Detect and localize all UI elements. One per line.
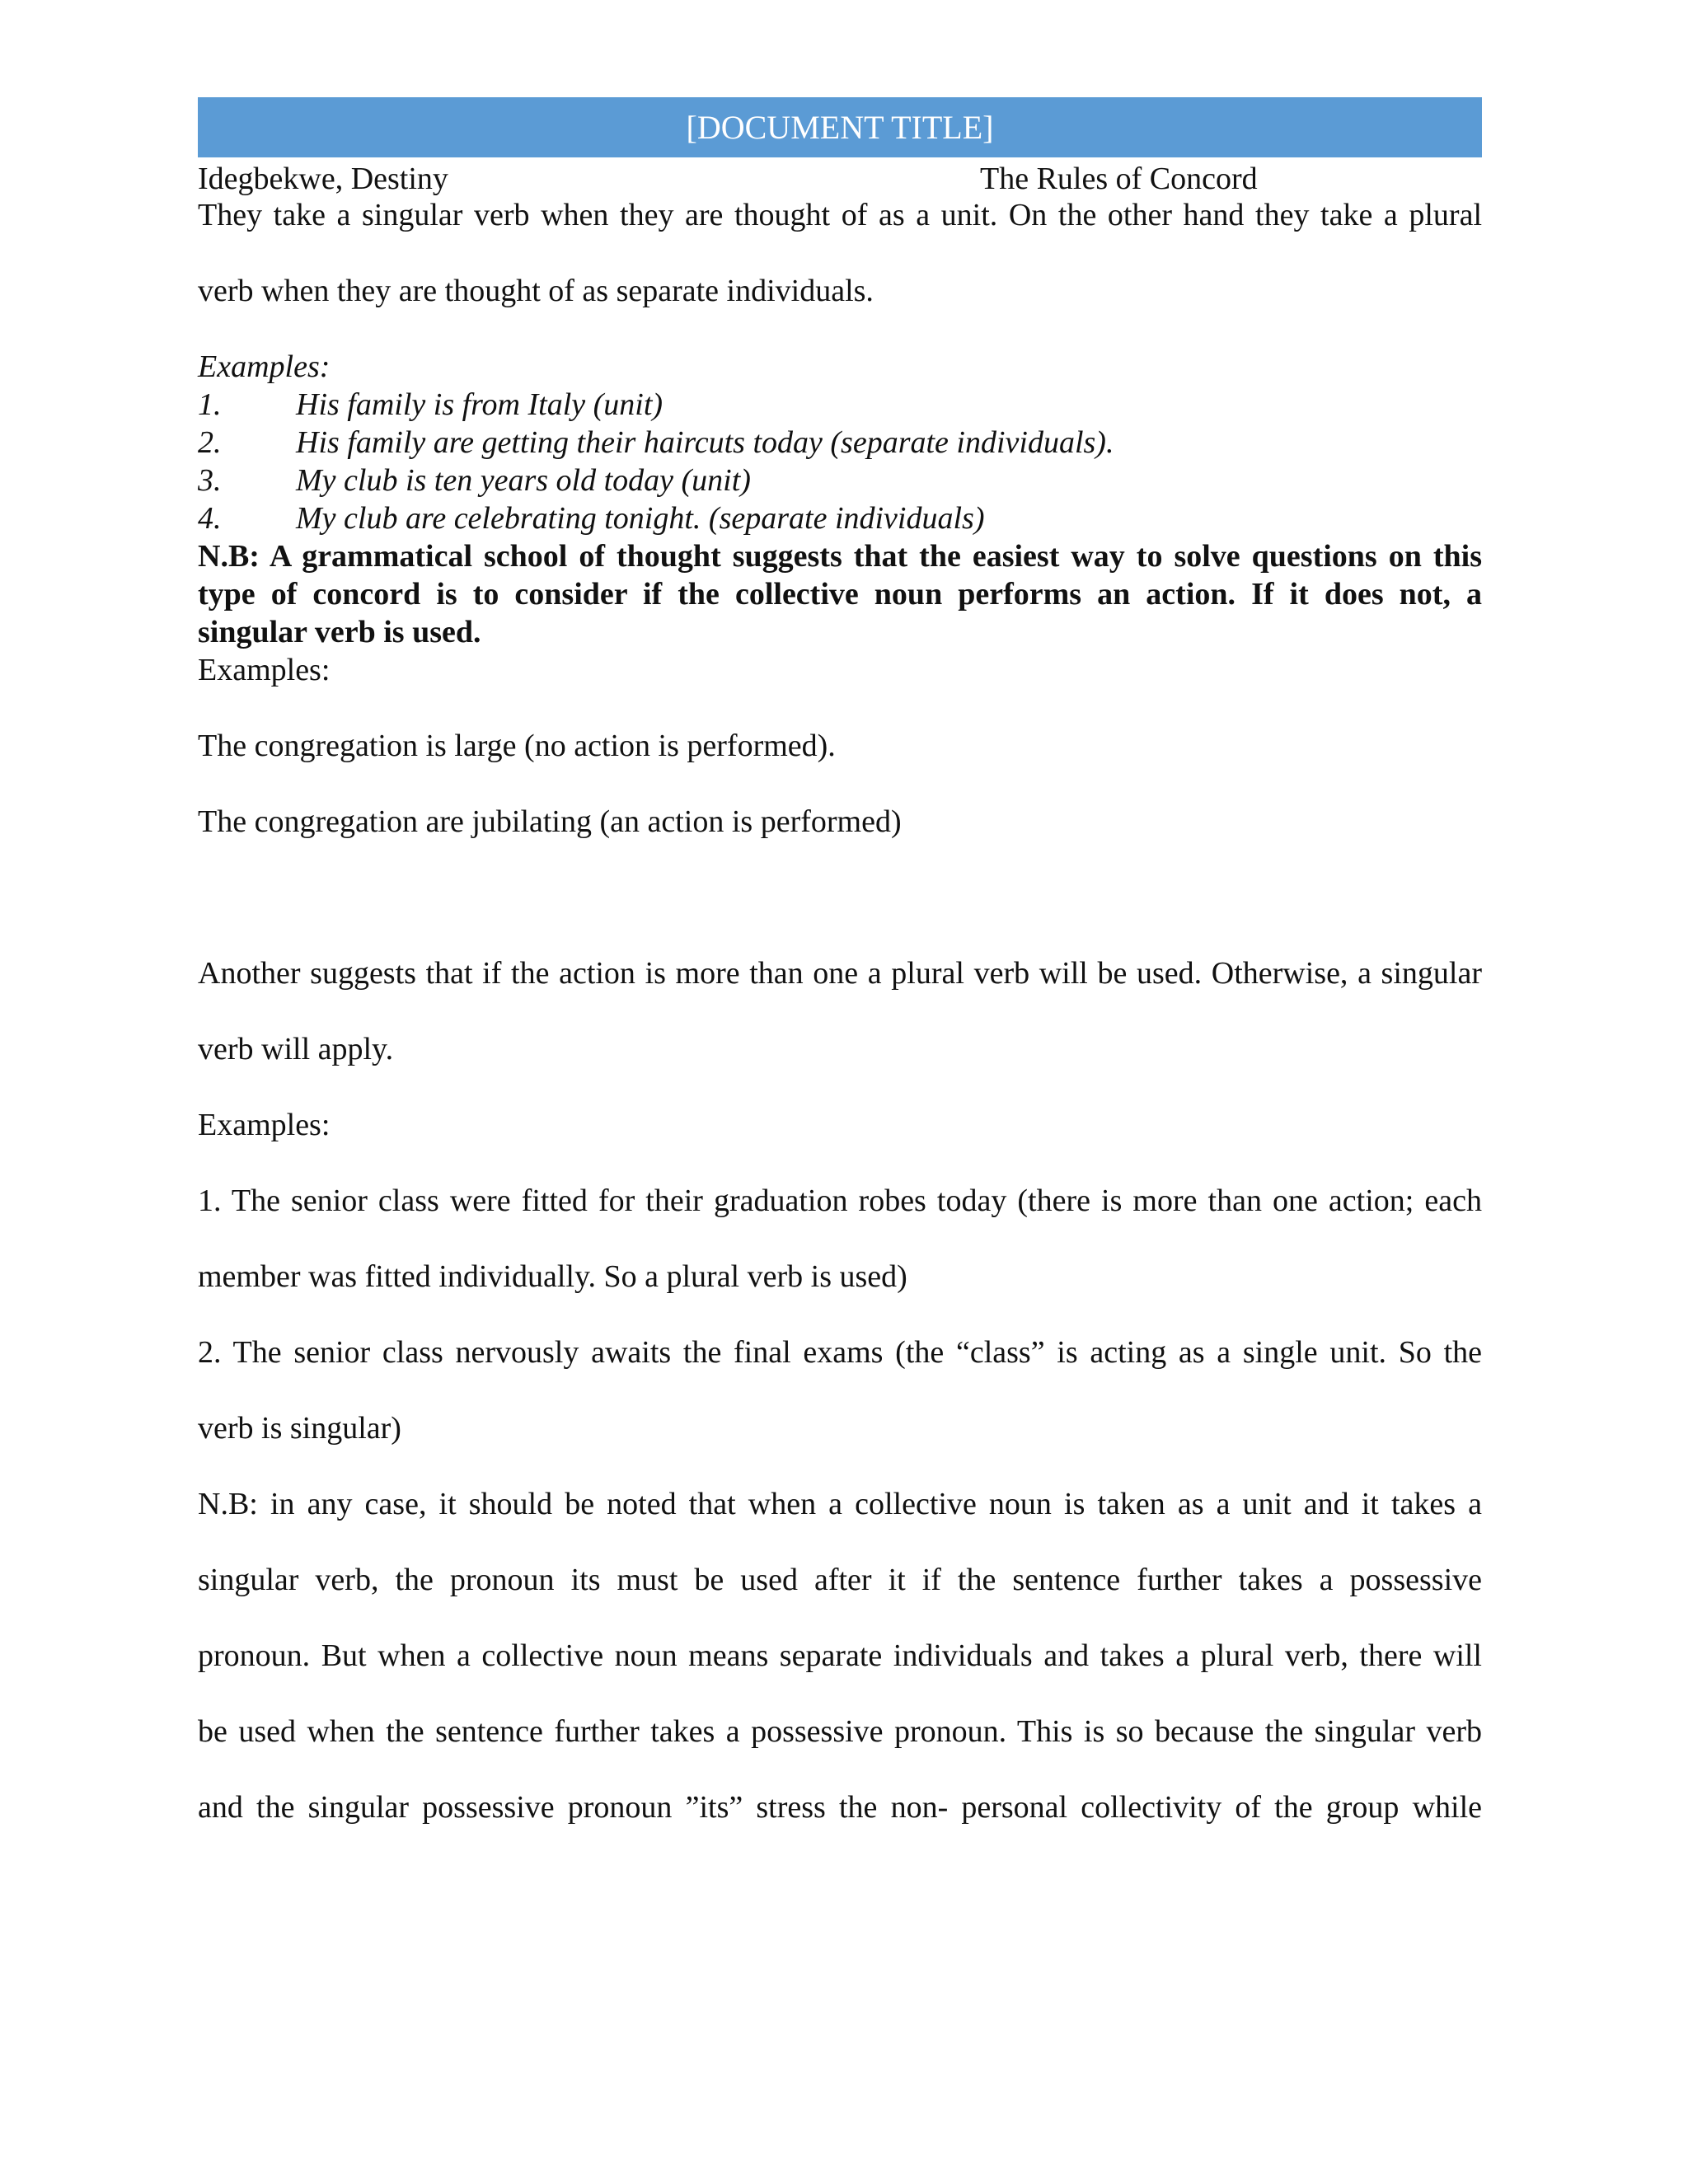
examples-heading: Examples: — [198, 1108, 331, 1142]
example-text: My club are celebrating tonight. (separate individuals) — [296, 501, 985, 536]
nb-bold-line: type of concord is to consider if the collective noun performs an action. If it does not, a — [198, 577, 1482, 612]
example-number: 3. — [198, 463, 222, 498]
example-text: His family are getting their haircuts today (separate individuals). — [296, 425, 1114, 460]
example-text: His family is from Italy (unit) — [296, 387, 663, 422]
nb-line: be used when the sentence further takes a possessive pronoun. This is so because the singular verb — [198, 1714, 1482, 1749]
example-sentence: The congregation is large (no action is performed). — [198, 729, 836, 763]
header-subject: The Rules of Concord — [980, 162, 1258, 196]
example-number: 2. — [198, 425, 222, 460]
nb-line: N.B: in any case, it should be noted that when a collective noun is taken as a unit and it takes a — [198, 1487, 1482, 1521]
example-number: 1. — [198, 387, 222, 422]
example-line: verb is singular) — [198, 1411, 401, 1446]
example-number: 4. — [198, 501, 222, 536]
nb-line: pronoun. But when a collective noun means separate individuals and takes a plural verb, there will — [198, 1638, 1482, 1673]
paragraph-line: verb when they are thought of as separate individuals. — [198, 274, 874, 308]
example-text: My club is ten years old today (unit) — [296, 463, 751, 498]
paragraph-line: Another suggests that if the action is more than one a plural verb will be used. Otherwise, a singular — [198, 956, 1482, 991]
examples-heading: Examples: — [198, 349, 331, 384]
page-header — [198, 158, 1482, 199]
example-line: member was fitted individually. So a plural verb is used) — [198, 1259, 907, 1294]
nb-line: singular verb, the pronoun its must be used after it if the sentence further takes a possessive — [198, 1563, 1482, 1597]
document-title: [DOCUMENT TITLE] — [198, 97, 1482, 157]
example-line: 2. The senior class nervously awaits the final exams (the “class” is acting as a single unit. So the — [198, 1335, 1482, 1370]
paragraph-line: verb will apply. — [198, 1032, 394, 1066]
header-author: Idegbekwe, Destiny — [198, 162, 448, 196]
examples-heading: Examples: — [198, 653, 331, 687]
example-sentence: The congregation are jubilating (an action is performed) — [198, 804, 902, 839]
example-line: 1. The senior class were fitted for their graduation robes today (there is more than one action; each — [198, 1183, 1482, 1218]
nb-line: and the singular possessive pronoun ”its” stress the non- personal collectivity of the group while — [198, 1790, 1482, 1825]
nb-bold-line: singular verb is used. — [198, 615, 481, 649]
nb-bold-line: N.B: A grammatical school of thought suggests that the easiest way to solve questions on this — [198, 539, 1482, 574]
paragraph-line: They take a singular verb when they are thought of as a unit. On the other hand they take a plural — [198, 198, 1482, 232]
